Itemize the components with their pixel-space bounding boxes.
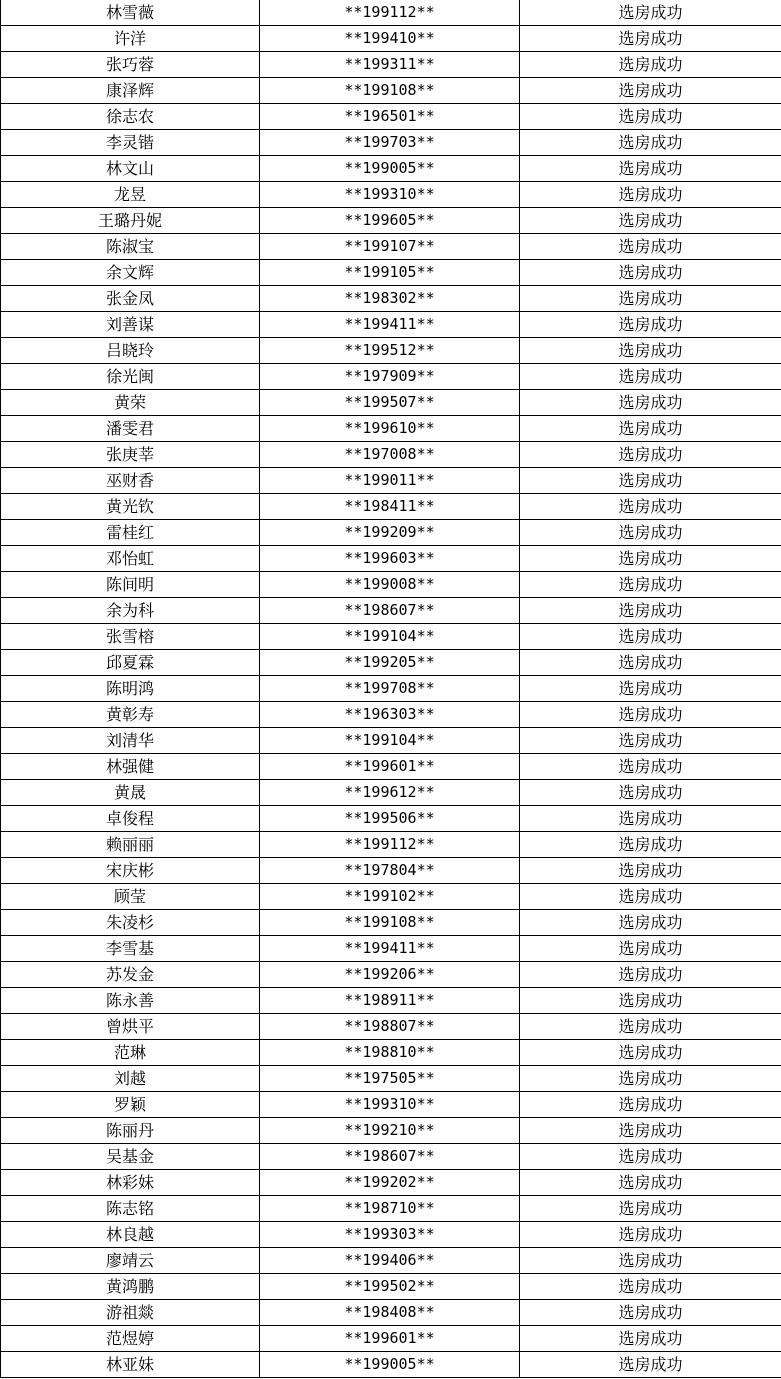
table-row <box>1 702 781 728</box>
id-number-cell: **199601** <box>260 1326 520 1352</box>
id-number-cell: **199104** <box>260 728 520 754</box>
status-cell: 选房成功 <box>520 1144 781 1170</box>
name-cell: 刘善谋 <box>1 312 260 338</box>
status-cell: 选房成功 <box>520 1352 781 1378</box>
name-cell: 黄彰寿 <box>1 702 260 728</box>
table-row <box>1 936 781 962</box>
table-row <box>1 572 781 598</box>
name-cell: 朱凌杉 <box>1 910 260 936</box>
status-cell: 选房成功 <box>520 260 781 286</box>
name-cell: 曾烘平 <box>1 1014 260 1040</box>
id-number-cell: **197008** <box>260 442 520 468</box>
id-number-cell: **199206** <box>260 962 520 988</box>
name-cell: 刘清华 <box>1 728 260 754</box>
id-number-cell: **199108** <box>260 910 520 936</box>
table-row <box>1 832 781 858</box>
name-cell: 龙昱 <box>1 182 260 208</box>
id-number-cell: **199107** <box>260 234 520 260</box>
table-row <box>1 1222 781 1248</box>
status-cell: 选房成功 <box>520 1118 781 1144</box>
name-cell: 刘越 <box>1 1066 260 1092</box>
table-row <box>1 1248 781 1274</box>
id-number-cell: **199112** <box>260 0 520 26</box>
status-cell: 选房成功 <box>520 1274 781 1300</box>
status-cell: 选房成功 <box>520 1014 781 1040</box>
name-cell: 林良越 <box>1 1222 260 1248</box>
name-cell: 林彩妹 <box>1 1170 260 1196</box>
name-cell: 李灵锴 <box>1 130 260 156</box>
id-number-cell: **199102** <box>260 884 520 910</box>
table-row <box>1 1066 781 1092</box>
table-row <box>1 286 781 312</box>
name-cell: 陈淑宝 <box>1 234 260 260</box>
table-row <box>1 416 781 442</box>
name-cell: 雷桂红 <box>1 520 260 546</box>
id-number-cell: **196501** <box>260 104 520 130</box>
status-cell: 选房成功 <box>520 1300 781 1326</box>
status-cell: 选房成功 <box>520 208 781 234</box>
id-number-cell: **198807** <box>260 1014 520 1040</box>
id-number-cell: **199311** <box>260 52 520 78</box>
table-body <box>1 0 781 1378</box>
name-cell: 徐光闽 <box>1 364 260 390</box>
name-cell: 陈明鸿 <box>1 676 260 702</box>
name-cell: 徐志农 <box>1 104 260 130</box>
status-cell: 选房成功 <box>520 676 781 702</box>
table-row <box>1 546 781 572</box>
id-number-cell: **199104** <box>260 624 520 650</box>
name-cell: 陈志铭 <box>1 1196 260 1222</box>
status-cell: 选房成功 <box>520 910 781 936</box>
name-cell: 宋庆彬 <box>1 858 260 884</box>
id-number-cell: **198302** <box>260 286 520 312</box>
id-number-cell: **199512** <box>260 338 520 364</box>
name-cell: 游祖燚 <box>1 1300 260 1326</box>
name-cell: 林强健 <box>1 754 260 780</box>
status-cell: 选房成功 <box>520 884 781 910</box>
name-cell: 李雪基 <box>1 936 260 962</box>
name-cell: 吕晓玲 <box>1 338 260 364</box>
id-number-cell: **198408** <box>260 1300 520 1326</box>
table-row <box>1 1274 781 1300</box>
status-cell: 选房成功 <box>520 0 781 26</box>
status-cell: 选房成功 <box>520 546 781 572</box>
table-row <box>1 598 781 624</box>
id-number-cell: **198710** <box>260 1196 520 1222</box>
id-number-cell: **196303** <box>260 702 520 728</box>
id-number-cell: **197909** <box>260 364 520 390</box>
table-row <box>1 520 781 546</box>
status-cell: 选房成功 <box>520 234 781 260</box>
status-cell: 选房成功 <box>520 364 781 390</box>
status-cell: 选房成功 <box>520 1196 781 1222</box>
status-cell: 选房成功 <box>520 104 781 130</box>
table-row <box>1 624 781 650</box>
status-cell: 选房成功 <box>520 26 781 52</box>
table-row <box>1 338 781 364</box>
status-cell: 选房成功 <box>520 494 781 520</box>
id-number-cell: **197505** <box>260 1066 520 1092</box>
name-cell: 黄晟 <box>1 780 260 806</box>
status-cell: 选房成功 <box>520 754 781 780</box>
id-number-cell: **199612** <box>260 780 520 806</box>
name-cell: 范煜婷 <box>1 1326 260 1352</box>
id-number-cell: **199303** <box>260 1222 520 1248</box>
table-row <box>1 104 781 130</box>
status-cell: 选房成功 <box>520 598 781 624</box>
id-number-cell: **199506** <box>260 806 520 832</box>
table-row <box>1 650 781 676</box>
status-cell: 选房成功 <box>520 286 781 312</box>
table-row <box>1 1326 781 1352</box>
table-row <box>1 364 781 390</box>
id-number-cell: **199310** <box>260 182 520 208</box>
name-cell: 陈永善 <box>1 988 260 1014</box>
id-number-cell: **199108** <box>260 78 520 104</box>
status-cell: 选房成功 <box>520 520 781 546</box>
name-cell: 邱夏霖 <box>1 650 260 676</box>
name-cell: 吴基金 <box>1 1144 260 1170</box>
status-cell: 选房成功 <box>520 312 781 338</box>
id-number-cell: **198411** <box>260 494 520 520</box>
id-number-cell: **199708** <box>260 676 520 702</box>
status-cell: 选房成功 <box>520 572 781 598</box>
table-row <box>1 182 781 208</box>
status-cell: 选房成功 <box>520 988 781 1014</box>
name-cell: 邓怡虹 <box>1 546 260 572</box>
id-number-cell: **199703** <box>260 130 520 156</box>
table-row <box>1 130 781 156</box>
table-row <box>1 52 781 78</box>
name-cell: 陈丽丹 <box>1 1118 260 1144</box>
table-row <box>1 1300 781 1326</box>
status-cell: 选房成功 <box>520 1222 781 1248</box>
name-cell: 林文山 <box>1 156 260 182</box>
id-number-cell: **199209** <box>260 520 520 546</box>
id-number-cell: **199005** <box>260 1352 520 1378</box>
id-number-cell: **199610** <box>260 416 520 442</box>
table-row <box>1 962 781 988</box>
table-row <box>1 1144 781 1170</box>
table-row <box>1 858 781 884</box>
status-cell: 选房成功 <box>520 182 781 208</box>
status-cell: 选房成功 <box>520 728 781 754</box>
status-cell: 选房成功 <box>520 156 781 182</box>
id-number-cell: **199112** <box>260 832 520 858</box>
status-cell: 选房成功 <box>520 650 781 676</box>
id-number-cell: **199008** <box>260 572 520 598</box>
name-cell: 林亚妹 <box>1 1352 260 1378</box>
table-row <box>1 78 781 104</box>
name-cell: 罗颖 <box>1 1092 260 1118</box>
table-row <box>1 390 781 416</box>
name-cell: 陈间明 <box>1 572 260 598</box>
id-number-cell: **197804** <box>260 858 520 884</box>
status-cell: 选房成功 <box>520 78 781 104</box>
status-cell: 选房成功 <box>520 1040 781 1066</box>
id-number-cell: **199507** <box>260 390 520 416</box>
status-cell: 选房成功 <box>520 962 781 988</box>
table-row <box>1 442 781 468</box>
name-cell: 许洋 <box>1 26 260 52</box>
status-cell: 选房成功 <box>520 390 781 416</box>
name-cell: 卓俊程 <box>1 806 260 832</box>
status-cell: 选房成功 <box>520 442 781 468</box>
status-cell: 选房成功 <box>520 468 781 494</box>
id-number-cell: **199202** <box>260 1170 520 1196</box>
name-cell: 张巧蓉 <box>1 52 260 78</box>
table-row <box>1 728 781 754</box>
name-cell: 巫财香 <box>1 468 260 494</box>
name-cell: 余为科 <box>1 598 260 624</box>
id-number-cell: **199011** <box>260 468 520 494</box>
id-number-cell: **199210** <box>260 1118 520 1144</box>
status-cell: 选房成功 <box>520 936 781 962</box>
status-cell: 选房成功 <box>520 702 781 728</box>
name-cell: 潘雯君 <box>1 416 260 442</box>
id-number-cell: **198607** <box>260 1144 520 1170</box>
name-cell: 王璐丹妮 <box>1 208 260 234</box>
table-row <box>1 806 781 832</box>
table-row <box>1 1352 781 1378</box>
table-row <box>1 468 781 494</box>
id-number-cell: **199410** <box>260 26 520 52</box>
id-number-cell: **199310** <box>260 1092 520 1118</box>
status-cell: 选房成功 <box>520 416 781 442</box>
status-cell: 选房成功 <box>520 780 781 806</box>
name-cell: 赖丽丽 <box>1 832 260 858</box>
table-row <box>1 910 781 936</box>
status-cell: 选房成功 <box>520 1066 781 1092</box>
table-row <box>1 494 781 520</box>
status-cell: 选房成功 <box>520 806 781 832</box>
table-row <box>1 208 781 234</box>
table-row <box>1 754 781 780</box>
status-cell: 选房成功 <box>520 1092 781 1118</box>
table-row <box>1 1014 781 1040</box>
table-row <box>1 988 781 1014</box>
id-number-cell: **199603** <box>260 546 520 572</box>
id-number-cell: **199411** <box>260 936 520 962</box>
id-number-cell: **199605** <box>260 208 520 234</box>
table-row <box>1 156 781 182</box>
status-cell: 选房成功 <box>520 858 781 884</box>
status-cell: 选房成功 <box>520 1170 781 1196</box>
table-row <box>1 26 781 52</box>
table-row <box>1 780 781 806</box>
table-row <box>1 312 781 338</box>
id-number-cell: **199411** <box>260 312 520 338</box>
table-row <box>1 884 781 910</box>
id-number-cell: **198810** <box>260 1040 520 1066</box>
status-cell: 选房成功 <box>520 52 781 78</box>
name-cell: 廖靖云 <box>1 1248 260 1274</box>
name-cell: 黄荣 <box>1 390 260 416</box>
status-cell: 选房成功 <box>520 832 781 858</box>
name-cell: 顾莹 <box>1 884 260 910</box>
id-number-cell: **199502** <box>260 1274 520 1300</box>
id-number-cell: **198911** <box>260 988 520 1014</box>
status-cell: 选房成功 <box>520 130 781 156</box>
table-row <box>1 1196 781 1222</box>
table-row <box>1 234 781 260</box>
table-row <box>1 1118 781 1144</box>
status-cell: 选房成功 <box>520 338 781 364</box>
status-cell: 选房成功 <box>520 1248 781 1274</box>
status-cell: 选房成功 <box>520 624 781 650</box>
name-cell: 黄鸿鹏 <box>1 1274 260 1300</box>
name-cell: 张庚莘 <box>1 442 260 468</box>
name-cell: 张金凤 <box>1 286 260 312</box>
id-number-cell: **199005** <box>260 156 520 182</box>
name-cell: 黄光钦 <box>1 494 260 520</box>
id-number-cell: **199406** <box>260 1248 520 1274</box>
id-number-cell: **199105** <box>260 260 520 286</box>
table-row <box>1 0 781 26</box>
name-cell: 林雪薇 <box>1 0 260 26</box>
name-cell: 苏发金 <box>1 962 260 988</box>
id-number-cell: **199205** <box>260 650 520 676</box>
status-cell: 选房成功 <box>520 1326 781 1352</box>
table-row <box>1 1170 781 1196</box>
id-number-cell: **198607** <box>260 598 520 624</box>
id-number-cell: **199601** <box>260 754 520 780</box>
table-row <box>1 676 781 702</box>
name-cell: 余文辉 <box>1 260 260 286</box>
name-cell: 范琳 <box>1 1040 260 1066</box>
table-row <box>1 1040 781 1066</box>
table-row <box>1 1092 781 1118</box>
name-cell: 康泽辉 <box>1 78 260 104</box>
table-row <box>1 260 781 286</box>
name-cell: 张雪榕 <box>1 624 260 650</box>
